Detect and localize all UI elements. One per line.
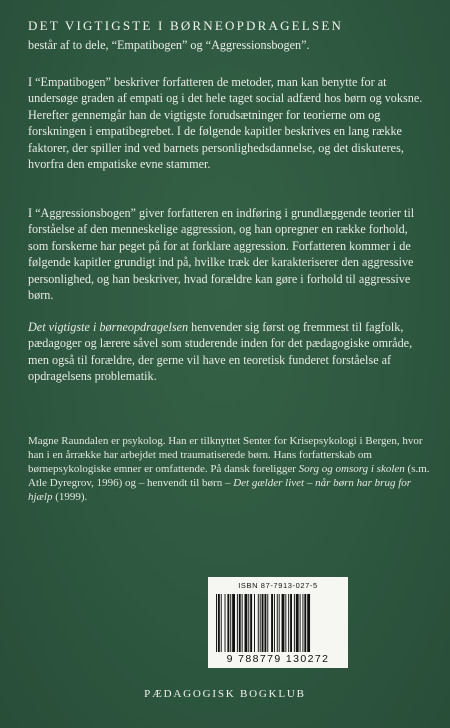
barcode-image [214, 594, 342, 652]
paragraph-target-audience [28, 319, 430, 385]
bio-book-2: Det gælder livet – når børn har brug for hjælp [28, 476, 412, 503]
bio-text-1: Magne Raundalen er psykolog. Han er tilknyttet Senter for Krisepsykologi i Bergen, hvor han i en årrække har arbejdet med traumatiserede børn. Hans forfatterskab om børnepsykologiske emner er omfattende. På dansk foreligger [28, 435, 423, 475]
target-audience-text: henvender sig først og fremmest til fagfolk, pædagoger og lærere såvel som studerende inden for det pædagogiske område, men også til forældre, der gerne vil have en teoretisk funderet forståelse af opdragelsens problematik. [28, 320, 413, 384]
barcode-panel [208, 577, 348, 668]
book-title-italic: Det vigtigste i børneopdragelsen [28, 320, 189, 334]
paragraph-empatibogen: I “Empatibogen” beskriver forfatteren de metoder, man kan benytte for at undersøge graden af empati og i det hele taget social adfærd hos børn og voksne. Herefter gennemgår han de vigtigste forudsætninger for teorierne om og forskningen i empatibegrebet. I de følgende kapitler beskrives en lang række faktorer, der spiller ind ved barnets personlighedsdannelse, og det diskuteres, hvorfra den empatiske evne stammer. [28, 75, 423, 172]
ean-number: 9 788779 130272 [226, 653, 330, 665]
bio-text-2: (s.m. Atle Dyregrov, 1996) og – henvendt til børn – [28, 462, 430, 489]
publisher-name: PÆDAGOGISK BOGKLUB [144, 688, 306, 700]
cover-heading: DET VIGTIGSTE I BØRNEOPDRAGELSEN [28, 18, 344, 33]
author-bio [28, 435, 433, 505]
bio-text-3: (1999). [52, 490, 88, 503]
intro-text: består af to dele, “Empatibogen” og “Aggressionsbogen”. [28, 38, 310, 52]
isbn-label: ISBN 87-7913-027-5 [238, 581, 318, 590]
bio-book-1: Sorg og omsorg i skolen [298, 462, 405, 475]
paragraph-aggressionsbogen: I “Aggressionsbogen” giver forfatteren en indføring i grundlæggende teorier til forståelse af den menneskelige aggression, og han opregner en række forhold, som forskerne har peget på for at forklare aggression. Forfatteren kommer i de følgende kapitler grundigt ind på, hvilke træk der karakteriserer den aggressive personlighed, og han beskriver, hvad forældre kan gøre i forhold til aggressive børn. [28, 206, 415, 303]
